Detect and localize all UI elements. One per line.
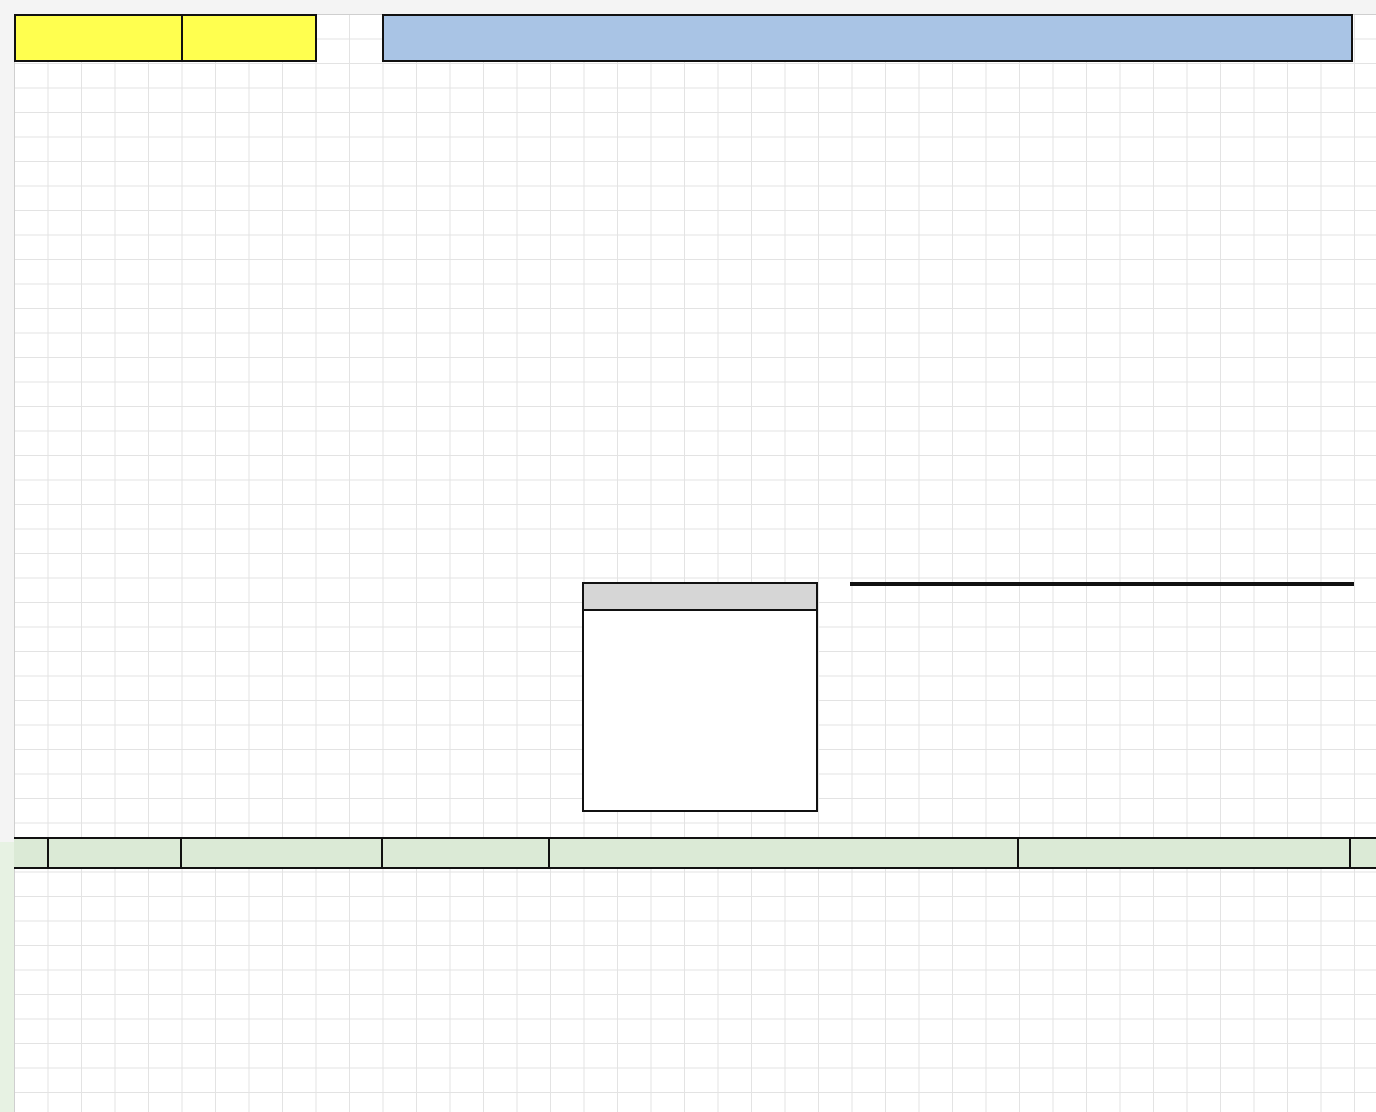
- log-header-row: [14, 837, 1376, 869]
- year-label-cell[interactable]: [14, 14, 183, 62]
- row-band: [0, 842, 14, 1112]
- notes-panel-title: [584, 584, 816, 611]
- row-headers[interactable]: [0, 14, 15, 1112]
- year-value-cell[interactable]: [181, 14, 317, 62]
- notes-panel[interactable]: [582, 582, 818, 812]
- total-stats-panel: [850, 582, 1354, 586]
- page-title: [382, 14, 1353, 62]
- column-headers[interactable]: [0, 0, 1376, 15]
